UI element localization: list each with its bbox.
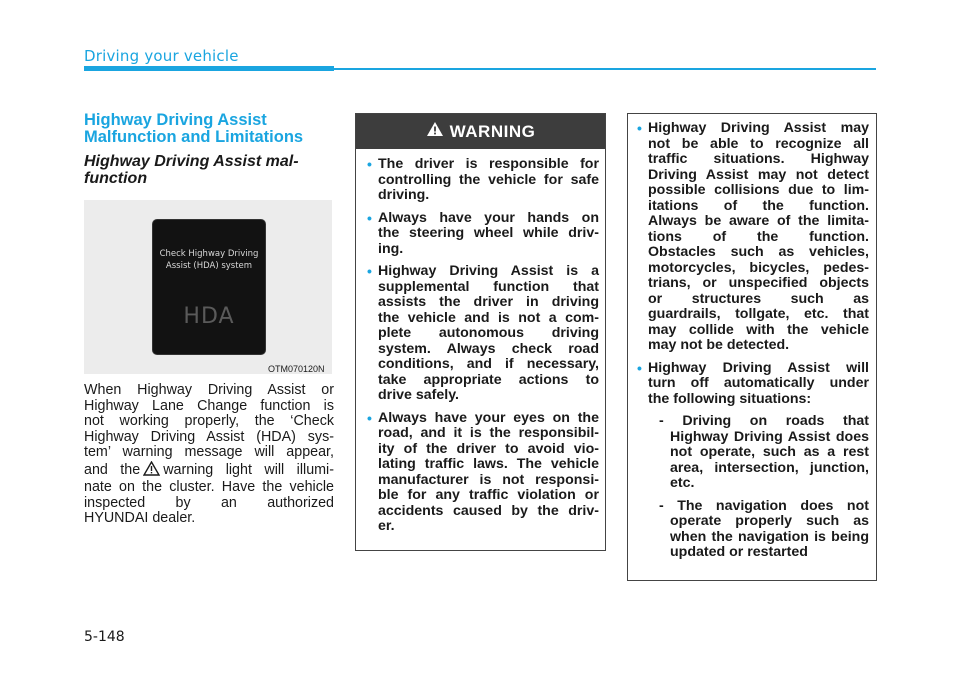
text-line: the vehicle and is not a com-	[378, 309, 599, 326]
text-line: When Highway Driving Assist or	[84, 382, 334, 398]
info-list	[628, 114, 876, 561]
cluster-figure	[84, 200, 332, 374]
bullet-icon: •	[367, 209, 372, 226]
warning-triangle-icon	[143, 461, 160, 481]
text-line: turn off automatically under	[648, 375, 869, 391]
warning-triangle-icon	[426, 121, 444, 142]
text-line: Highway Driving Assist does	[670, 428, 869, 445]
text-line: guardrails, tollgate, etc. that	[648, 306, 869, 322]
text-line: controlling the vehicle for safe	[378, 171, 599, 188]
text-line: Always be aware of the limita-	[648, 213, 869, 229]
text-line: Highway Driving Assist is a	[378, 263, 599, 279]
text-line: or structures such as	[648, 290, 869, 307]
text-line: ble for any traffic violation or	[378, 487, 599, 503]
text-line: may collide with the vehicle	[648, 321, 869, 338]
text-line: conditions, and if necessary,	[378, 356, 599, 372]
text-line: tem’ warning message will appear,	[84, 444, 334, 460]
text-line: manufacturer is not responsi-	[378, 471, 599, 488]
text-line: - Driving on roads that	[659, 413, 869, 429]
list-item	[367, 264, 599, 404]
text-line: supplemental function that	[378, 278, 599, 295]
text-line: itations of the function.	[648, 197, 869, 214]
text-line: traffic situations. Highway	[648, 151, 869, 167]
figure-id: OTM070120N	[268, 364, 325, 374]
text-line: er.	[378, 518, 395, 534]
text-line: inspected by an authorized	[84, 494, 334, 511]
section-subheading: Highway Driving Assist mal- function	[84, 153, 299, 187]
text-line: Always have your eyes on the	[378, 409, 599, 426]
text-line: the steering wheel while driv-	[378, 225, 599, 241]
warning-list	[356, 149, 605, 535]
list-item	[637, 361, 869, 561]
bullet-icon: •	[367, 409, 372, 426]
text-line: motorcycles, bicycles, pedes-	[648, 259, 869, 276]
text-line: Obstacles such as vehicles,	[648, 244, 869, 260]
list-item	[367, 211, 599, 258]
text-line: trians, or unspecified objects	[648, 275, 869, 291]
bullet-icon: •	[367, 263, 372, 279]
cluster-message: Check Highway Driving Assist (HDA) system	[159, 249, 259, 271]
text-line: take appropriate actions to	[378, 371, 599, 388]
inline-text-post: warning light will illumi-	[163, 461, 334, 478]
text-line: driving.	[378, 187, 430, 203]
page-number: 5-148	[84, 629, 125, 645]
text-line: system. Always check road	[378, 340, 599, 357]
inline-text-pre: and the	[84, 461, 141, 478]
text-line: The driver is responsible for	[378, 156, 599, 172]
text-line: Highway Driving Assist will	[648, 359, 869, 376]
text-line: Driving Assist may not detect	[648, 166, 869, 183]
header-rule-thick	[84, 66, 334, 71]
list-item	[367, 411, 599, 535]
text-line: ity of the driver to avoid vio-	[378, 440, 599, 457]
info-box	[627, 113, 877, 581]
text-line: nate on the cluster. Have the vehicle	[84, 479, 334, 495]
section-heading: Highway Driving Assist Malfunction and Limitations	[84, 111, 304, 146]
text-line: HYUNDAI dealer.	[84, 510, 196, 526]
bullet-icon: •	[637, 359, 642, 376]
warning-title: WARNING	[449, 121, 536, 141]
text-line: updated or restarted	[670, 544, 808, 560]
section-header-title: Driving your vehicle	[84, 47, 239, 65]
text-line: the following situations:	[648, 390, 812, 407]
body-paragraph	[84, 383, 334, 527]
text-line: accidents caused by the driv-	[378, 502, 599, 519]
text-line: - The navigation does not	[659, 497, 869, 514]
text-line: area, intersection, junction,	[670, 459, 869, 476]
text-line: possible collisions due to lim-	[648, 182, 869, 198]
text-line: drive safely.	[378, 387, 459, 403]
text-line: not be able to recognize all	[648, 135, 869, 152]
cluster-display	[153, 220, 265, 354]
text-line: etc.	[670, 475, 695, 491]
warning-banner	[356, 114, 605, 149]
text-line: Highway Driving Assist (HDA) sys-	[84, 428, 334, 445]
text-line: assists the driver in driving	[378, 294, 599, 310]
header-rule-thin	[334, 68, 876, 70]
text-line: Highway Driving Assist may	[648, 120, 869, 136]
bullet-icon: •	[637, 120, 642, 136]
warning-box	[355, 113, 606, 551]
text-line: not operate, such as a rest	[670, 444, 869, 460]
text-line: ing.	[378, 240, 404, 257]
text-line: when the navigation is being	[670, 528, 869, 545]
text-line: plete autonomous driving	[378, 325, 599, 341]
text-line: tions of the function.	[648, 228, 869, 245]
sub-list-item	[648, 499, 869, 561]
text-line: operate properly such as	[670, 513, 869, 529]
sub-list-item	[648, 414, 869, 492]
bullet-icon: •	[367, 156, 372, 172]
text-line: not working properly, the ‘Check	[84, 413, 334, 429]
text-line-with-icon	[84, 461, 334, 481]
cluster-code: HDA	[183, 304, 235, 329]
list-item	[637, 121, 869, 354]
text-line: lating traffic laws. The vehicle	[378, 456, 599, 472]
list-item	[367, 157, 599, 204]
sub-list	[648, 414, 869, 561]
text-line: Highway Lane Change function is	[84, 397, 334, 414]
text-line: may not be detected.	[648, 337, 790, 353]
text-line: road, and it is the responsibil-	[378, 425, 599, 441]
text-line: Always have your hands on	[378, 209, 599, 226]
